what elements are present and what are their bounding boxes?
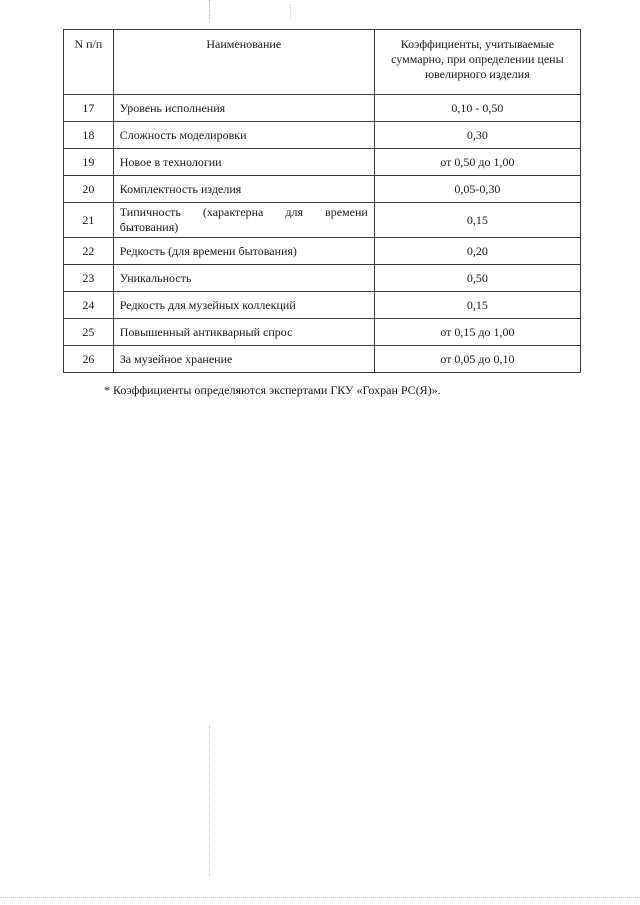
row-coefficient: 0,30: [374, 122, 580, 149]
row-name: За музейное хранение: [113, 346, 374, 373]
row-num: 25: [64, 319, 114, 346]
table-row: [64, 95, 581, 122]
row-coefficient: от 0,50 до 1,00: [374, 149, 580, 176]
row-num: 26: [64, 346, 114, 373]
row-coefficient: 0,50: [374, 265, 580, 292]
row-num: 17: [64, 95, 114, 122]
row-name: Редкость (для времени бытования): [113, 238, 374, 265]
row-name: Комплектность изделия: [113, 176, 374, 203]
row-name: Сложность моделировки: [113, 122, 374, 149]
row-name: Типичность (характерна для времени бытования): [113, 203, 374, 238]
row-num: 23: [64, 265, 114, 292]
scan-artifact-line: [290, 4, 291, 18]
row-name: Новое в технологии: [113, 149, 374, 176]
row-num: 18: [64, 122, 114, 149]
row-coefficient: 0,15: [374, 203, 580, 238]
table-row: [64, 265, 581, 292]
header-name: Наименование: [113, 30, 374, 95]
row-coefficient: от 0,15 до 1,00: [374, 319, 580, 346]
table-row: [64, 149, 581, 176]
row-name: Уровень исполнения: [113, 95, 374, 122]
row-name: Редкость для музейных коллекций: [113, 292, 374, 319]
scan-artifact-line: [209, 726, 210, 876]
table-row: [64, 122, 581, 149]
table-row: [64, 346, 581, 373]
row-coefficient: 0,20: [374, 238, 580, 265]
table-header-row: [64, 30, 581, 95]
row-name: Повышенный антикварный спрос: [113, 319, 374, 346]
row-num: 20: [64, 176, 114, 203]
table-row: [64, 292, 581, 319]
row-name: Уникальность: [113, 265, 374, 292]
row-num: 19: [64, 149, 114, 176]
scan-artifact-line: [209, 0, 210, 22]
row-num: 21: [64, 203, 114, 238]
row-num: 22: [64, 238, 114, 265]
table-row: [64, 319, 581, 346]
table-row: [64, 176, 581, 203]
row-coefficient: 0,15: [374, 292, 580, 319]
row-coefficient: 0,05-0,30: [374, 176, 580, 203]
table-row: [64, 238, 581, 265]
scan-artifact-edge: [0, 897, 640, 898]
row-num: 24: [64, 292, 114, 319]
table-row: [64, 203, 581, 238]
header-num: N п/п: [64, 30, 114, 95]
header-coefficients: Коэффициенты, учитываемые суммарно, при определении цены ювелирного изделия: [374, 30, 580, 95]
row-coefficient: от 0,05 до 0,10: [374, 346, 580, 373]
row-coefficient: 0,10 - 0,50: [374, 95, 580, 122]
footnote: * Коэффициенты определяются экспертами ГКУ «Гохран РС(Я)».: [104, 383, 441, 397]
coefficients-table: [63, 29, 581, 373]
